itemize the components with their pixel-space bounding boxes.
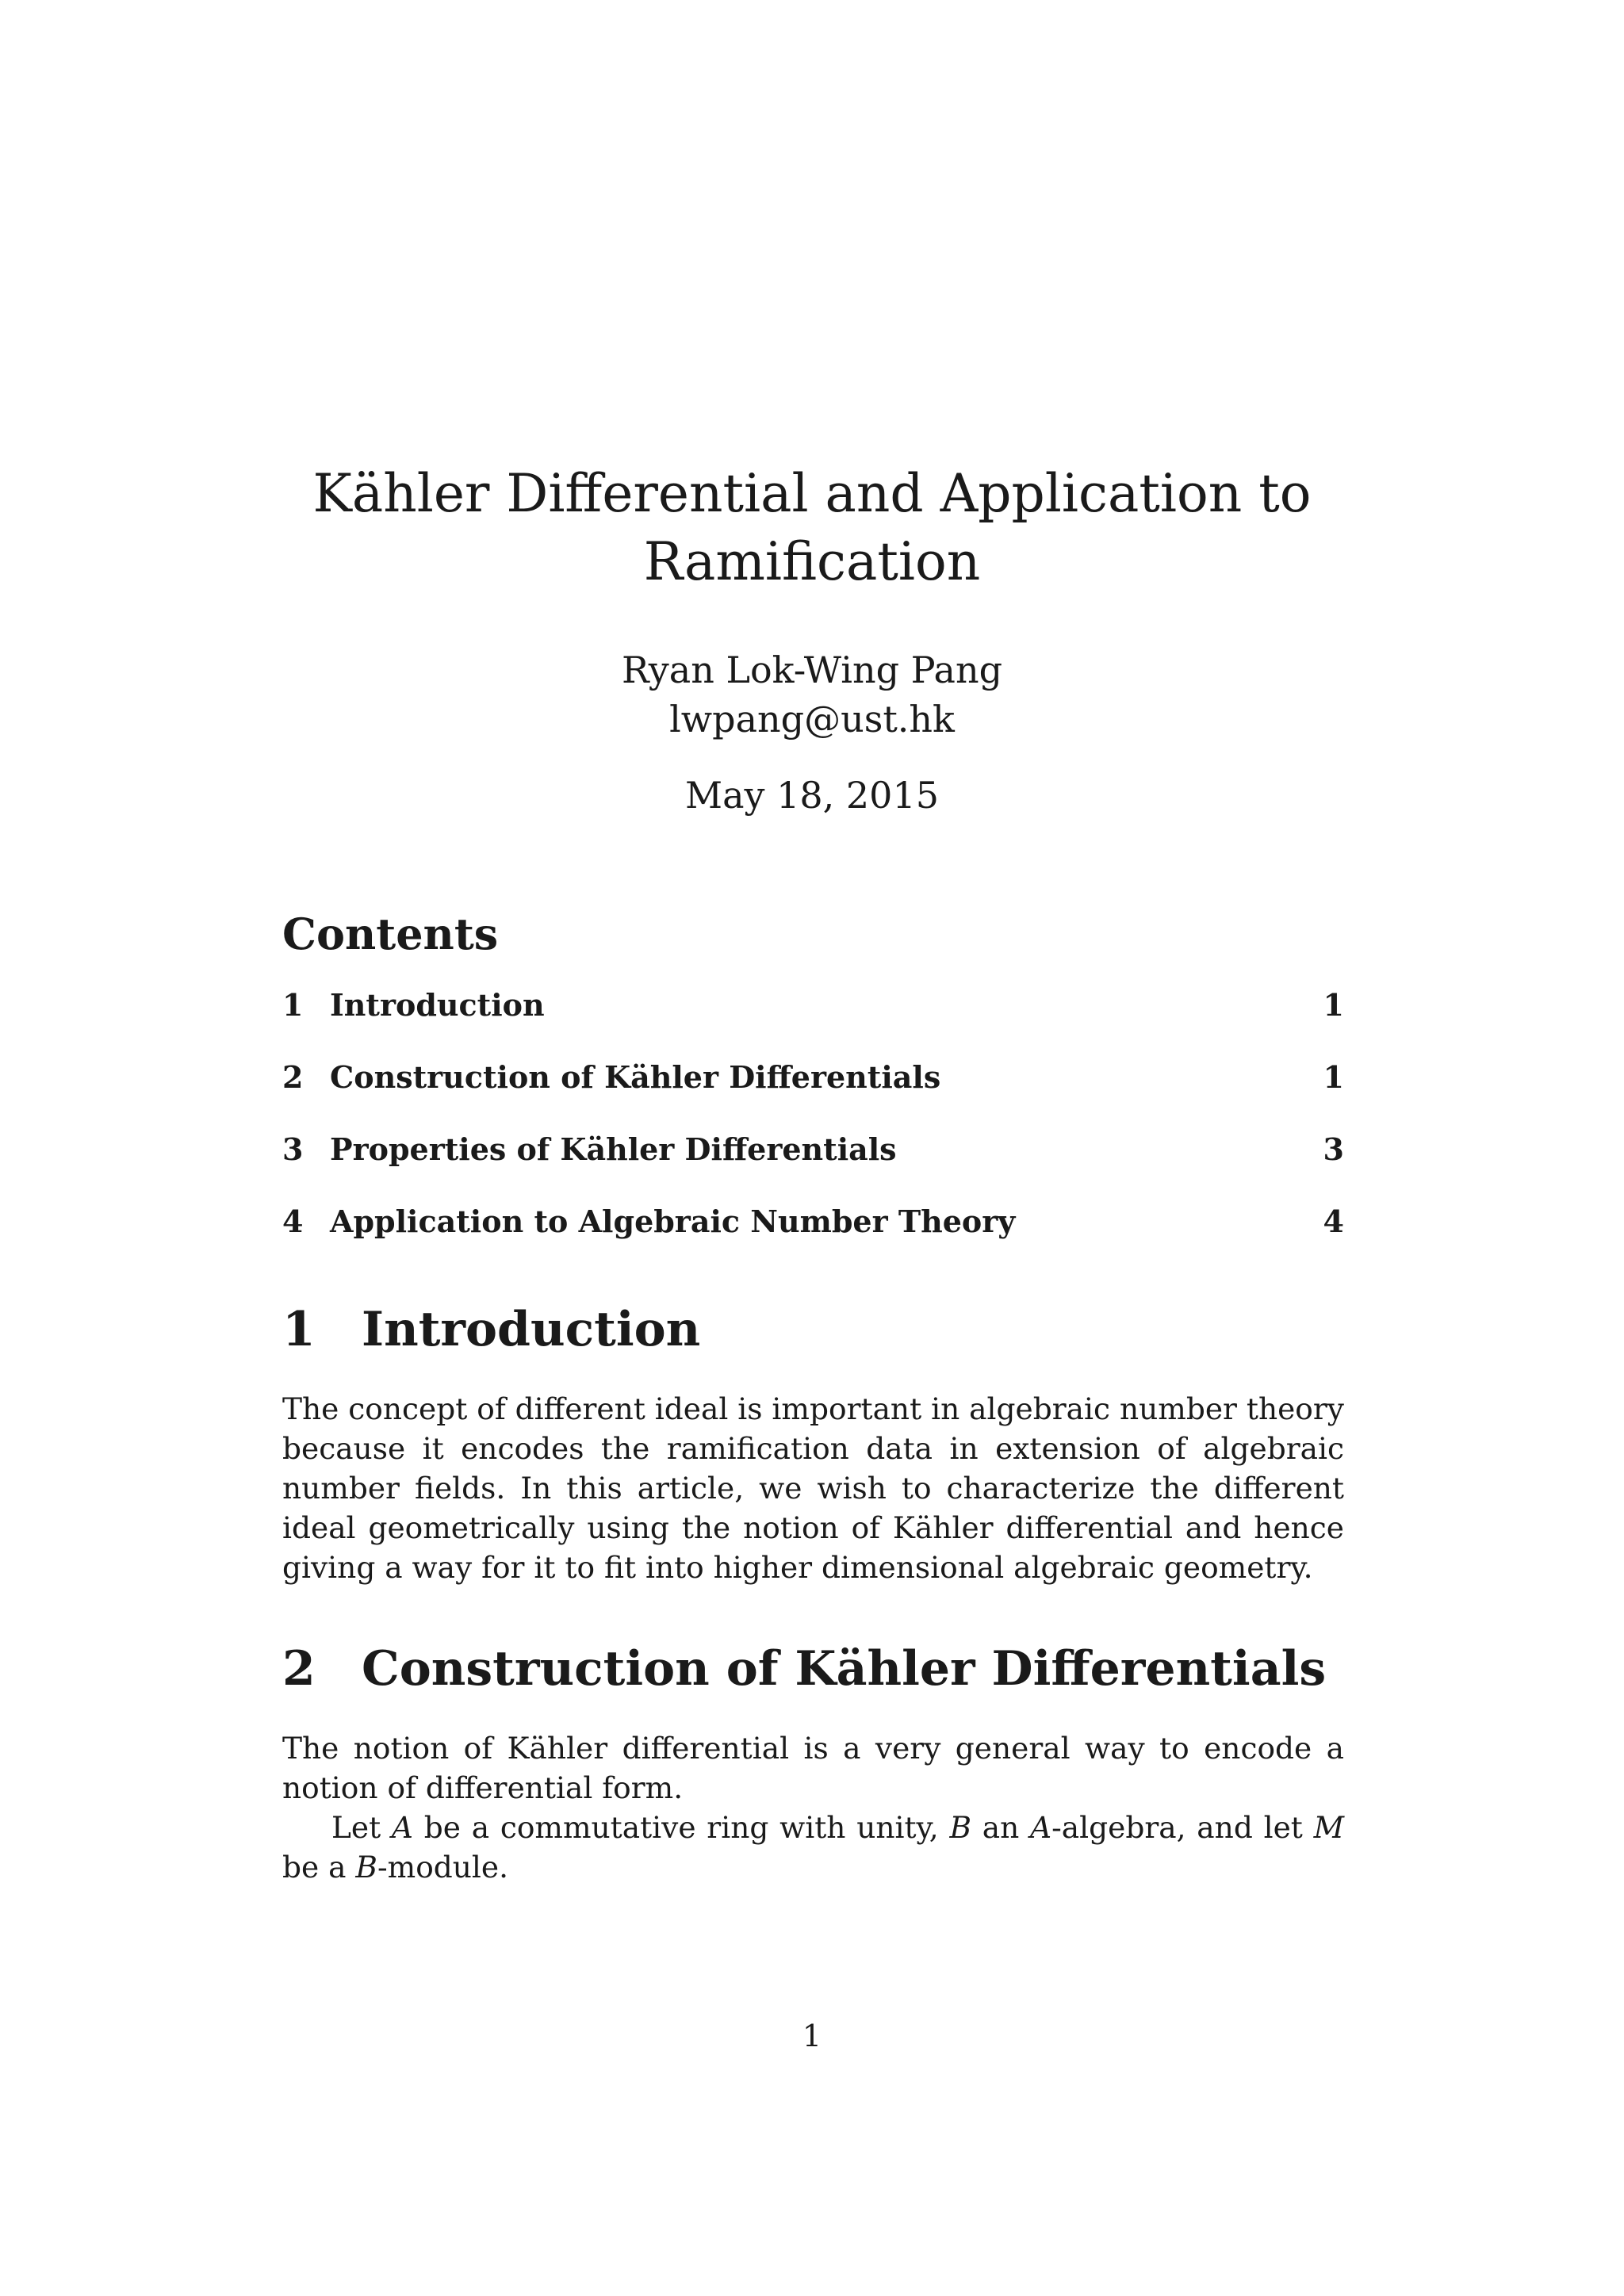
toc-entry-introduction[interactable] [282,987,1344,1059]
paragraph-text: be a commutative ring with unity, [413,1810,950,1845]
toc-entry-construction[interactable] [282,1059,1344,1131]
section-title: Construction of Kähler Differentials [362,1641,1327,1697]
section-number: 2 [282,1641,316,1697]
toc-entry-page: 3 [1323,1131,1344,1167]
table-of-contents [282,987,1344,1276]
construction-paragraph-2 [282,1808,1344,1887]
introduction-paragraph: The concept of different ideal is important in algebraic number theory because it encodes the ramification data in extension of algebraic number fields. In this article, we wish to characterize the different ideal geometrically using the notion of Kähler differential and hence giving a way for it to fit into higher dimensional algebraic geometry. [282,1391,1344,1585]
math-symbol: B [355,1850,377,1885]
toc-entry-number: 3 [282,1131,304,1167]
math-symbol: B [949,1810,972,1845]
toc-entry-application[interactable] [282,1203,1344,1276]
math-symbol: A [391,1810,414,1845]
toc-entry-properties[interactable] [282,1131,1344,1203]
paper-title-line-2: Ramification [643,531,981,592]
toc-entry-label: Construction of Kähler Differentials [330,1059,941,1095]
section-heading-introduction [282,1302,700,1357]
toc-entry-page: 4 [1323,1203,1344,1239]
paragraph-text: Let [331,1810,392,1845]
paragraph-text: be a [282,1850,356,1885]
toc-entry-page: 1 [1323,1059,1344,1095]
toc-entry-label: Introduction [330,987,545,1023]
paragraph-text: an [971,1810,1031,1845]
author-name: Ryan Lok-Wing Pang [621,649,1003,691]
math-symbol: M [1313,1810,1344,1845]
toc-entry-label: Application to Algebraic Number Theory [330,1203,1016,1239]
contents-heading: Contents [282,909,499,959]
section-heading-construction [282,1641,1326,1697]
toc-entry-number: 2 [282,1059,304,1095]
page-number: 1 [802,2019,822,2053]
math-symbol: A [1030,1810,1052,1845]
author-email: lwpang@ust.hk [669,698,955,740]
paragraph-text: -module. [377,1850,509,1885]
toc-entry-number: 4 [282,1203,304,1239]
toc-entry-number: 1 [282,987,304,1023]
paper-title [0,460,1624,596]
toc-entry-page: 1 [1323,987,1344,1023]
paper-date: May 18, 2015 [685,774,939,817]
paper-title-line-1: Kähler Differential and Application to [312,463,1312,524]
section-title: Introduction [362,1302,701,1357]
section-number: 1 [282,1302,316,1357]
paragraph-text: -algebra, and let [1051,1810,1314,1845]
toc-entry-label: Properties of Kähler Differentials [330,1131,897,1167]
construction-paragraph-1: The notion of Kähler differential is a very general way to encode a notion of differential form. [282,1731,1344,1805]
